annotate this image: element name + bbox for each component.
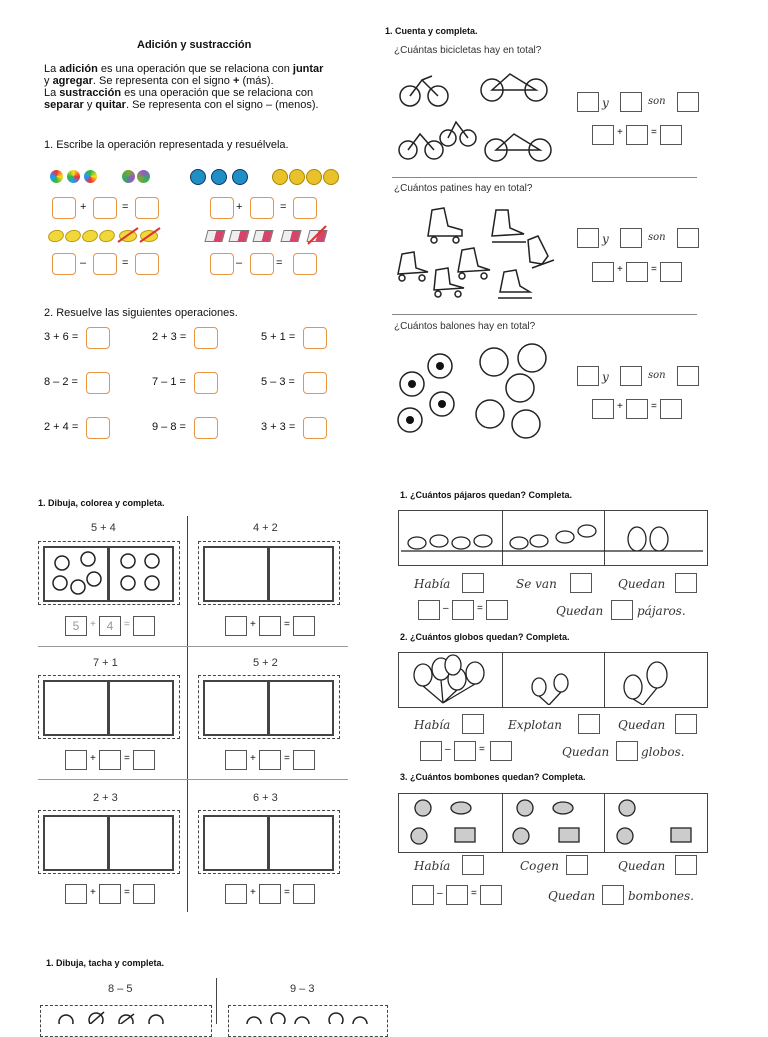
plus-sign: + xyxy=(90,753,96,764)
answer-box[interactable] xyxy=(446,885,468,905)
label-globos: globos. xyxy=(641,745,685,759)
drawing-box[interactable] xyxy=(43,680,109,736)
equals-sign: = xyxy=(280,201,287,213)
yellow-button-icon xyxy=(323,169,339,185)
sheet2-title: 1. Cuenta y completa. xyxy=(385,26,478,36)
operation-label: 4 + 2 xyxy=(253,522,278,534)
label-quedan: Quedan xyxy=(618,577,666,591)
plus-sign: + xyxy=(80,201,87,213)
intro-text: La adición es una operación que se relaciona con juntar y agregar. Se representa con el signo + (más). La sustracción es una operación que se relaciona con separar y quitar. Se representa con el signo – (menos). xyxy=(44,63,324,111)
yellow-button-icon xyxy=(306,169,322,185)
sheet3-title: 1. Dibuja, colorea y completa. xyxy=(38,498,165,508)
cross-out-icon xyxy=(306,224,328,246)
equals-sign: = xyxy=(651,127,657,138)
answer-box[interactable] xyxy=(303,327,327,349)
minus-sign: – xyxy=(80,257,87,269)
operation-label: 5 + 1 = xyxy=(261,331,296,343)
answer-box[interactable] xyxy=(194,417,218,439)
blue-button-icon xyxy=(190,169,206,185)
answer-box[interactable] xyxy=(52,197,76,219)
answer-box[interactable] xyxy=(293,197,317,219)
answer-box[interactable] xyxy=(210,253,234,275)
label-quedan: Quedan xyxy=(618,718,666,732)
label-habia: Había xyxy=(414,577,451,591)
drawing-box[interactable] xyxy=(203,815,269,871)
plus-sign: + xyxy=(250,753,256,764)
plus-sign: + xyxy=(617,401,623,412)
answer-box[interactable] xyxy=(626,399,648,419)
answer-box[interactable] xyxy=(293,750,315,770)
cross-out-icon xyxy=(116,224,164,246)
answer-box[interactable] xyxy=(250,253,274,275)
drawing-box[interactable] xyxy=(43,815,109,871)
answer-box[interactable] xyxy=(620,228,642,248)
drawing-box[interactable] xyxy=(108,680,174,736)
drawing-box[interactable] xyxy=(203,546,269,602)
sheet5-title: 1. Dibuja, tacha y completa. xyxy=(46,958,165,968)
answer-box[interactable] xyxy=(611,600,633,620)
answer-box[interactable] xyxy=(677,228,699,248)
answer-box[interactable] xyxy=(86,372,110,394)
label-quedan: Quedan xyxy=(556,604,604,618)
drawn-circles xyxy=(46,549,168,595)
eraser-icon xyxy=(228,230,249,242)
answer-box[interactable] xyxy=(135,197,159,219)
answer-box[interactable] xyxy=(225,616,247,636)
divider xyxy=(38,646,348,647)
yellow-button-icon xyxy=(272,169,288,185)
answer-box[interactable] xyxy=(133,616,155,636)
section2-title: 2. ¿Cuántos globos quedan? Completa. xyxy=(400,632,570,642)
answer-box-filled[interactable]: 5 xyxy=(65,616,87,636)
answer-box[interactable] xyxy=(577,92,599,112)
vertical-divider xyxy=(187,516,188,912)
minus-sign: – xyxy=(443,603,449,614)
blue-button-icon xyxy=(232,169,248,185)
operation-label: 2 + 4 = xyxy=(44,421,79,433)
birds-illustration xyxy=(399,511,705,563)
equals-sign: = xyxy=(124,753,130,764)
equals-sign: = xyxy=(651,264,657,275)
drawing-box[interactable] xyxy=(268,815,334,871)
section3-title: 3. ¿Cuántos bombones quedan? Completa. xyxy=(400,772,586,782)
answer-box[interactable] xyxy=(577,366,599,386)
answer-box[interactable] xyxy=(133,884,155,904)
question-skates: ¿Cuántos patines hay en total? xyxy=(394,183,533,194)
sheet1-title: Adición y sustracción xyxy=(137,39,252,51)
button-icon xyxy=(122,170,135,183)
plus-sign: + xyxy=(90,619,96,630)
label-habia: Había xyxy=(414,718,451,732)
answer-box[interactable] xyxy=(570,573,592,593)
label-explotan: Explotan xyxy=(508,718,562,732)
answer-box[interactable] xyxy=(592,262,614,282)
answer-box[interactable] xyxy=(225,884,247,904)
answer-box[interactable] xyxy=(452,600,474,620)
plus-sign: + xyxy=(250,619,256,630)
answer-box[interactable] xyxy=(660,399,682,419)
answer-box[interactable] xyxy=(99,884,121,904)
blue-button-icon xyxy=(211,169,227,185)
answer-box[interactable] xyxy=(86,327,110,349)
operation-label: 5 + 2 xyxy=(253,657,278,669)
answer-box[interactable] xyxy=(620,366,642,386)
answer-box[interactable] xyxy=(86,417,110,439)
divider xyxy=(392,314,697,315)
operation-label: 3 + 6 = xyxy=(44,331,79,343)
crossed-circles-drawing xyxy=(44,1010,206,1024)
answer-box[interactable] xyxy=(194,327,218,349)
answer-box[interactable] xyxy=(210,197,234,219)
answer-box[interactable] xyxy=(65,884,87,904)
balloons-illustration xyxy=(399,653,705,705)
divider xyxy=(392,177,697,178)
answer-box[interactable] xyxy=(225,750,247,770)
answer-box-filled[interactable]: 4 xyxy=(99,616,121,636)
answer-box[interactable] xyxy=(578,714,600,734)
equals-sign: = xyxy=(477,603,483,614)
eraser-icon xyxy=(204,230,225,242)
operation-label: 2 + 3 = xyxy=(152,331,187,343)
yellow-button-icon xyxy=(289,169,305,185)
equals-sign: = xyxy=(651,401,657,412)
equals-sign: = xyxy=(124,887,130,898)
answer-box[interactable] xyxy=(462,855,484,875)
answer-box[interactable] xyxy=(677,92,699,112)
answer-box[interactable] xyxy=(52,253,76,275)
circles-drawing xyxy=(232,1010,382,1024)
operation-label: 8 – 2 = xyxy=(44,376,78,388)
operation-label: 9 – 3 xyxy=(290,983,315,995)
answer-box[interactable] xyxy=(620,92,642,112)
exercise2-title: 2. Resuelve las siguientes operaciones. xyxy=(44,307,238,319)
answer-box[interactable] xyxy=(418,600,440,620)
drawing-box[interactable] xyxy=(203,680,269,736)
plus-sign: + xyxy=(90,887,96,898)
answer-box[interactable] xyxy=(592,125,614,145)
lemon-icon xyxy=(47,228,66,244)
operation-label: 5 – 3 = xyxy=(261,376,295,388)
equals-sign: = xyxy=(122,257,129,269)
minus-sign: – xyxy=(236,257,243,269)
answer-box[interactable] xyxy=(602,885,624,905)
answer-box[interactable] xyxy=(293,253,317,275)
plus-sign: + xyxy=(236,201,243,213)
answer-box[interactable] xyxy=(592,399,614,419)
answer-box[interactable] xyxy=(480,885,502,905)
operation-label: 3 + 3 = xyxy=(261,421,296,433)
answer-box[interactable] xyxy=(250,197,274,219)
button-icon xyxy=(137,170,150,183)
answer-box[interactable] xyxy=(486,600,508,620)
divider xyxy=(38,779,348,780)
answer-box[interactable] xyxy=(259,750,281,770)
label-quedan: Quedan xyxy=(562,745,610,759)
answer-box[interactable] xyxy=(675,714,697,734)
button-icon xyxy=(50,170,63,183)
answer-box[interactable] xyxy=(577,228,599,248)
operation-label: 6 + 3 xyxy=(253,792,278,804)
answer-box[interactable] xyxy=(303,372,327,394)
vertical-divider xyxy=(216,978,217,1024)
minus-sign: – xyxy=(437,888,443,899)
answer-box[interactable] xyxy=(259,884,281,904)
answer-box[interactable] xyxy=(194,372,218,394)
equals-sign: = xyxy=(124,619,130,630)
answer-box[interactable] xyxy=(660,262,682,282)
operation-label: 9 – 8 = xyxy=(152,421,186,433)
label-cogen: Cogen xyxy=(520,859,559,873)
minus-sign: – xyxy=(445,744,451,755)
button-icon xyxy=(84,170,97,183)
answer-box[interactable] xyxy=(259,616,281,636)
equals-sign: = xyxy=(471,888,477,899)
label-quedan: Quedan xyxy=(618,859,666,873)
eraser-icon xyxy=(252,230,273,242)
operation-label: 5 + 4 xyxy=(91,522,116,534)
equals-sign: = xyxy=(284,887,290,898)
answer-box[interactable] xyxy=(303,417,327,439)
equals-sign: = xyxy=(284,619,290,630)
operation-label: 7 – 1 = xyxy=(152,376,186,388)
answer-box[interactable] xyxy=(420,741,442,761)
drawing-box[interactable] xyxy=(108,815,174,871)
plus-sign: + xyxy=(250,887,256,898)
plus-sign: + xyxy=(617,264,623,275)
question-bicycles: ¿Cuántas bicicletas hay en total? xyxy=(394,45,542,56)
label-se-van: Se van xyxy=(516,577,557,591)
label-pajaros: pájaros. xyxy=(637,604,686,618)
answer-box[interactable] xyxy=(65,750,87,770)
answer-box[interactable] xyxy=(133,750,155,770)
label-habia: Había xyxy=(414,859,451,873)
word-son: son xyxy=(648,96,666,107)
word-y: y xyxy=(602,232,609,246)
label-quedan: Quedan xyxy=(548,889,596,903)
answer-box[interactable] xyxy=(99,750,121,770)
answer-box[interactable] xyxy=(293,616,315,636)
plus-sign: + xyxy=(617,127,623,138)
equals-sign: = xyxy=(284,753,290,764)
lemon-icon xyxy=(81,228,100,244)
answer-box[interactable] xyxy=(626,262,648,282)
equals-sign: = xyxy=(479,744,485,755)
word-son: son xyxy=(648,370,666,381)
drawing-box[interactable] xyxy=(268,546,334,602)
bicycles-illustration xyxy=(396,62,556,166)
equals-sign: = xyxy=(276,257,283,269)
answer-box[interactable] xyxy=(626,125,648,145)
answer-box[interactable] xyxy=(675,573,697,593)
eraser-icon xyxy=(280,230,301,242)
answer-box[interactable] xyxy=(412,885,434,905)
answer-box[interactable] xyxy=(293,884,315,904)
balls-illustration xyxy=(394,340,554,442)
answer-box[interactable] xyxy=(135,253,159,275)
answer-box[interactable] xyxy=(462,714,484,734)
word-y: y xyxy=(602,96,609,110)
drawing-box[interactable] xyxy=(268,680,334,736)
question-balls: ¿Cuántos balones hay en total? xyxy=(394,321,536,332)
answer-box[interactable] xyxy=(454,741,476,761)
chocolates-illustration xyxy=(399,794,705,850)
answer-box[interactable] xyxy=(660,125,682,145)
exercise1-title: 1. Escribe la operación representada y resuélvela. xyxy=(44,139,289,151)
word-son: son xyxy=(648,232,666,243)
skates-illustration xyxy=(392,204,562,308)
button-icon xyxy=(67,170,80,183)
answer-box[interactable] xyxy=(490,741,512,761)
section1-title: 1. ¿Cuántos pájaros quedan? Completa. xyxy=(400,490,573,500)
answer-box[interactable] xyxy=(677,366,699,386)
equals-sign: = xyxy=(122,201,129,213)
operation-label: 8 – 5 xyxy=(108,983,133,995)
word-y: y xyxy=(602,370,609,384)
answer-box[interactable] xyxy=(93,253,117,275)
label-bombones: bombones. xyxy=(628,889,694,903)
answer-box[interactable] xyxy=(616,741,638,761)
operation-label: 2 + 3 xyxy=(93,792,118,804)
answer-box[interactable] xyxy=(566,855,588,875)
answer-box[interactable] xyxy=(93,197,117,219)
answer-box[interactable] xyxy=(675,855,697,875)
operation-label: 7 + 1 xyxy=(93,657,118,669)
answer-box[interactable] xyxy=(462,573,484,593)
lemon-icon xyxy=(64,228,83,244)
lemon-icon xyxy=(98,228,117,244)
